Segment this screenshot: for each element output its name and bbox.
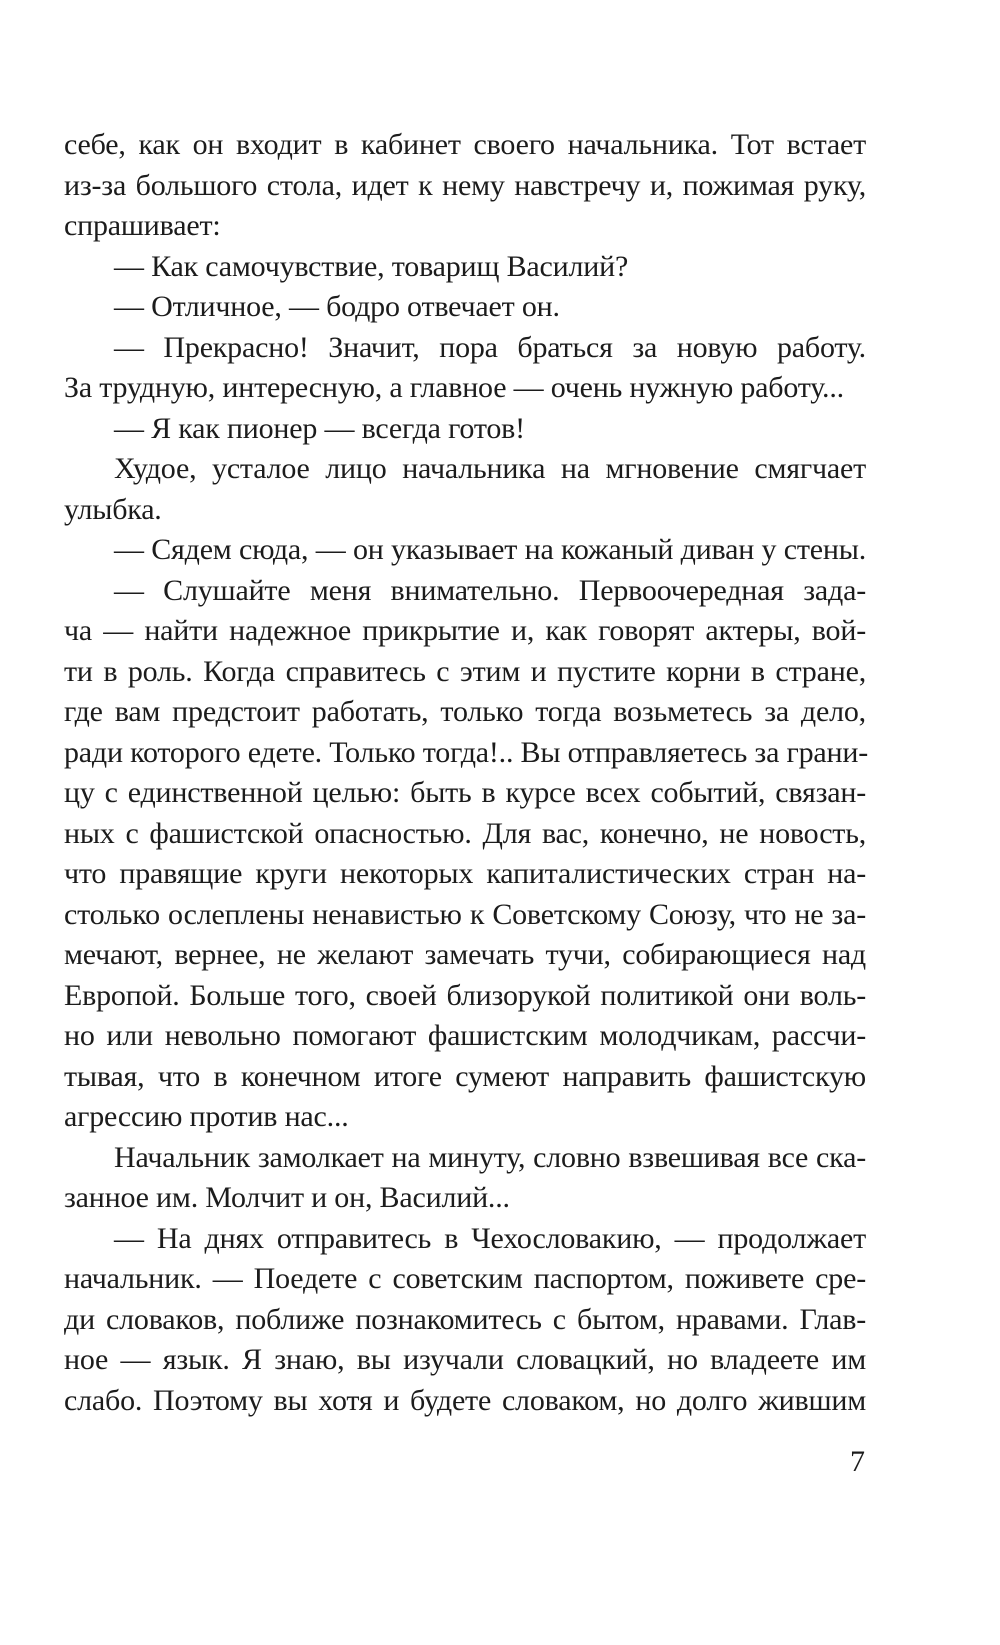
- body-text: [64, 125, 869, 1421]
- text-line: ча — найти надежное прикрытие и, как говорят актеры, вой-: [64, 614, 866, 647]
- page-number: 7: [850, 1445, 865, 1478]
- text-line: ди словаков, поближе познакомитесь с бытом, нравами. Глав-: [64, 1302, 866, 1336]
- text-line: занное им. Молчит и он, Василий...: [64, 1181, 510, 1214]
- text-line: — Я как пионер — всегда готов!: [114, 411, 525, 445]
- text-line: но или невольно помогают фашистским молодчикам, рассчи-: [64, 1019, 866, 1052]
- text-line: — Отличное, — бодро отвечает он.: [114, 290, 560, 323]
- text-line: агрессию против нас...: [64, 1100, 349, 1133]
- text-line: ти в роль. Когда справитесь с этим и пустите корни в стране,: [64, 654, 866, 688]
- text-line: мечают, вернее, не желают замечать тучи, собирающиеся над: [64, 938, 866, 971]
- text-line: из-за большого стола, идет к нему навстречу и, пожимая руку,: [64, 168, 866, 202]
- text-line: Европой. Больше того, своей близорукой политикой они воль-: [64, 978, 866, 1012]
- text-line: спрашивает:: [64, 209, 221, 242]
- text-line: — Сядем сюда, — он указывает на кожаный диван у стены.: [114, 533, 866, 566]
- text-line: себе, как он входит в кабинет своего начальника. Тот встает: [64, 128, 866, 161]
- text-line: — На днях отправитесь в Чехословакию, — продолжает: [114, 1221, 866, 1255]
- text-line: — Как самочувствие, товарищ Василий?: [114, 249, 629, 283]
- text-line: что правящие круги некоторых капиталистических стран на-: [64, 857, 866, 890]
- text-line: — Прекрасно! Значит, пора браться за новую работу.: [114, 330, 866, 364]
- text-line: ради которого едете. Только тогда!.. Вы отправляетесь за грани-: [64, 735, 869, 769]
- text-line: Худое, усталое лицо начальника на мгновение смягчает: [114, 452, 866, 485]
- text-line: слабо. Поэтому вы хотя и будете словаком, но долго жившим: [64, 1383, 866, 1417]
- text-line: столько ослеплены ненавистью к Советскому Союзу, что не за-: [64, 897, 866, 931]
- text-line: — Слушайте меня внимательно. Первоочередная зада-: [114, 573, 866, 607]
- text-line: ное — язык. Я знаю, вы изучали словацкий, но владеете им: [64, 1343, 866, 1376]
- text-line: начальник. — Поедете с советским паспортом, поживете сре-: [64, 1262, 866, 1295]
- text-line: За трудную, интересную, а главное — очень нужную работу...: [64, 371, 844, 404]
- text-line: цу с единственной целью: быть в курсе всех событий, связан-: [64, 776, 866, 809]
- text-line: Начальник замолкает на минуту, словно взвешивая все ска-: [114, 1140, 866, 1174]
- text-line: где вам предстоит работать, только тогда возьметесь за дело,: [64, 695, 866, 728]
- text-line: ных с фашистской опасностью. Для вас, конечно, не новость,: [64, 816, 866, 850]
- text-line: улыбка.: [64, 492, 162, 526]
- text-line: тывая, что в конечном итоге сумеют направить фашистскую: [64, 1059, 866, 1093]
